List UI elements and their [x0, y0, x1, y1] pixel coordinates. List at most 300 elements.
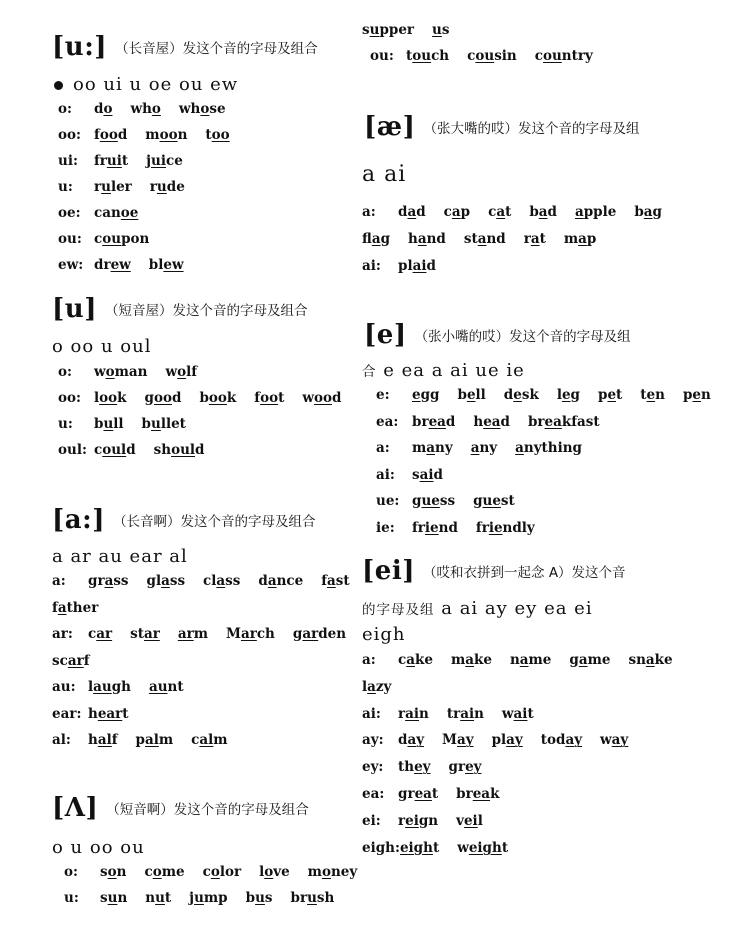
- example-word: could: [94, 442, 136, 458]
- letter-combination: a: [515, 440, 524, 456]
- combination-key: ue:: [376, 493, 400, 509]
- example-word: pet: [598, 387, 623, 403]
- letter-combination: ey: [465, 759, 482, 776]
- letter-combination: a: [496, 204, 506, 220]
- example-word: woman: [94, 364, 148, 380]
- example-word: whose: [178, 101, 226, 117]
- letter-combination: a: [57, 599, 67, 616]
- combination-key: al:: [52, 732, 71, 748]
- combination-key: ay:: [362, 732, 384, 749]
- letter-combination: al: [97, 732, 112, 748]
- letter-combination: e: [561, 387, 571, 403]
- letter-combination: a: [104, 573, 114, 589]
- continued-words-line: [362, 22, 467, 38]
- letter-combination: oo: [260, 390, 279, 406]
- spelling-list: a ar au ear al: [52, 546, 188, 567]
- letter-combination: ea: [472, 786, 491, 802]
- combination-key: ear:: [52, 705, 82, 722]
- letter-combination: ei: [405, 812, 419, 829]
- example-word: flag: [362, 231, 391, 247]
- example-word: bread: [412, 413, 456, 430]
- example-word: bad: [529, 204, 557, 220]
- example-word: any: [470, 440, 498, 456]
- example-word: day: [398, 732, 425, 749]
- example-word: touch: [406, 48, 450, 64]
- heading-continuation: 的字母及组: [362, 602, 435, 618]
- example-word: friend: [412, 519, 458, 536]
- word-row: [362, 786, 517, 802]
- letter-combination: ai: [460, 705, 475, 722]
- example-word: veil: [456, 812, 483, 829]
- example-word: bell: [457, 387, 486, 403]
- spellings-text: a ai ay ey ea ei: [441, 598, 593, 619]
- letter-combination: a: [643, 204, 653, 220]
- combination-key: ui:: [58, 153, 78, 169]
- letter-combination: ew: [110, 257, 131, 273]
- letter-combination: u: [155, 890, 165, 906]
- letter-combination: oo: [99, 390, 118, 406]
- word-row: [52, 679, 202, 695]
- letter-combination: a: [367, 678, 376, 695]
- example-word: cat: [488, 204, 512, 220]
- spellings-text: e ea a ai ue ie: [383, 360, 525, 381]
- example-word: stand: [463, 231, 506, 247]
- word-row: [376, 520, 553, 536]
- example-word: they: [398, 759, 431, 776]
- letter-combination: a: [216, 573, 226, 589]
- letter-combination: ea: [544, 413, 562, 430]
- combination-key: ie:: [376, 519, 395, 536]
- word-row: [58, 101, 244, 117]
- example-word: laugh: [88, 679, 131, 695]
- letter-combination: ar: [96, 626, 113, 642]
- example-word: rude: [149, 179, 185, 195]
- word-row: [370, 48, 611, 64]
- word-row: [362, 231, 614, 247]
- letter-combination: e: [466, 387, 476, 403]
- word-row: [362, 679, 409, 695]
- spelling-list: [362, 360, 525, 381]
- example-word: today: [540, 732, 583, 749]
- word-row: [58, 179, 203, 195]
- example-word: bullet: [141, 416, 186, 432]
- word-row: [58, 364, 215, 380]
- letter-combination: ar: [67, 652, 84, 669]
- example-word: food: [94, 127, 128, 143]
- word-row: [376, 387, 729, 403]
- section-heading-ei: [362, 556, 626, 586]
- letter-combination: o: [107, 864, 117, 880]
- example-word: March: [226, 626, 275, 642]
- heading-text: （张小嘴的哎）发这个音的字母及组: [414, 329, 631, 345]
- example-word: sun: [100, 890, 128, 906]
- word-row: [362, 204, 680, 220]
- letter-combination: a: [465, 652, 474, 668]
- example-word: desk: [503, 387, 539, 403]
- example-word: May: [442, 732, 474, 749]
- letter-combination: ui: [106, 153, 122, 169]
- word-row: [58, 390, 359, 406]
- example-word: heart: [88, 705, 129, 722]
- letter-combination: ar: [240, 626, 257, 642]
- heading-text: （短音啊）发这个音的字母及组合: [106, 802, 309, 818]
- spelling-list: [54, 74, 238, 95]
- letter-combination: ou: [542, 48, 562, 64]
- example-word: father: [52, 599, 99, 616]
- letter-combination: e: [513, 387, 522, 403]
- word-row: [52, 600, 116, 616]
- example-word: map: [563, 231, 597, 247]
- letter-combination: u: [432, 22, 442, 38]
- word-row: [64, 864, 375, 880]
- example-word: said: [412, 466, 443, 483]
- combination-key: eigh:: [362, 839, 400, 856]
- letter-combination: eigh: [399, 839, 433, 856]
- example-word: arm: [177, 626, 208, 642]
- letter-combination: ar: [143, 626, 160, 642]
- example-word: who: [130, 101, 161, 117]
- heading-text: （长音啊）发这个音的字母及组合: [113, 514, 316, 530]
- combination-key: a:: [362, 652, 376, 668]
- letter-combination: ay: [611, 732, 629, 749]
- section-heading-ae: [364, 112, 639, 142]
- example-word: money: [307, 864, 358, 880]
- example-word: dad: [398, 204, 426, 220]
- word-row: [52, 573, 368, 589]
- example-word: calm: [191, 732, 228, 748]
- example-word: look: [94, 390, 127, 406]
- combination-key: e:: [376, 387, 390, 403]
- letter-combination: oo: [153, 390, 172, 406]
- example-word: half: [88, 732, 118, 748]
- letter-combination: e: [692, 387, 702, 403]
- example-word: son: [100, 864, 127, 880]
- letter-combination: a: [161, 573, 170, 589]
- example-word: snake: [628, 652, 673, 668]
- word-row: [376, 414, 618, 430]
- word-row: [362, 840, 526, 856]
- phonetic-symbol: [Λ]: [52, 793, 99, 823]
- section-heading-long-a: [52, 505, 316, 535]
- letter-combination: oul: [102, 442, 127, 458]
- word-row: [362, 732, 646, 748]
- example-word: palm: [135, 732, 174, 748]
- example-word: guest: [473, 493, 515, 509]
- letter-combination: o: [105, 364, 115, 380]
- letter-combination: ei: [463, 812, 478, 829]
- example-word: weight: [457, 839, 509, 856]
- example-word: cap: [443, 204, 471, 220]
- letter-combination: a: [451, 204, 461, 220]
- letter-combination: ie: [488, 519, 503, 536]
- combination-key: a:: [376, 440, 390, 456]
- example-word: grey: [448, 759, 482, 776]
- example-word: make: [450, 652, 492, 668]
- letter-combination: au: [148, 679, 168, 695]
- letter-combination: oo: [208, 390, 227, 406]
- combination-key: ea:: [362, 786, 385, 802]
- example-word: supper: [362, 22, 415, 38]
- heading-text: （张大嘴的哎）发这个音的字母及组: [423, 121, 640, 137]
- example-word: too: [205, 127, 230, 143]
- letter-combination: e: [607, 387, 617, 403]
- example-word: reign: [398, 812, 439, 829]
- letter-combination: ai: [405, 705, 420, 722]
- example-word: jump: [189, 890, 228, 906]
- letter-combination: u: [255, 890, 265, 906]
- example-word: canoe: [94, 205, 139, 221]
- spelling-list: a ai: [362, 162, 407, 187]
- heading-text: （长音屋）发这个音的字母及组合: [115, 41, 318, 57]
- combination-key: a:: [362, 204, 376, 220]
- example-word: brush: [290, 890, 335, 906]
- letter-combination: a: [530, 231, 540, 247]
- example-word: rain: [398, 705, 429, 722]
- example-word: many: [412, 440, 453, 456]
- letter-combination: u: [369, 22, 380, 38]
- phonetic-symbol: [u]: [52, 294, 98, 324]
- combination-key: ew:: [58, 257, 84, 273]
- letter-combination: o: [264, 864, 274, 880]
- letter-combination: a: [470, 440, 480, 456]
- example-word: name: [509, 652, 552, 668]
- phonetic-symbol: [æ]: [364, 112, 416, 142]
- letter-combination: oo: [211, 127, 230, 143]
- example-word: grass: [88, 573, 129, 589]
- word-row: [64, 890, 352, 906]
- letter-combination: u: [156, 179, 167, 195]
- example-word: class: [203, 573, 241, 589]
- heading-continuation: 合: [362, 364, 377, 380]
- example-word: moon: [145, 127, 188, 143]
- example-word: book: [199, 390, 237, 406]
- word-row: [52, 626, 364, 642]
- combination-key: oo:: [58, 127, 81, 143]
- letter-combination: oul: [171, 442, 196, 458]
- combination-key: ou:: [370, 48, 394, 64]
- letter-combination: u: [151, 416, 161, 432]
- combination-key: o:: [64, 864, 78, 880]
- example-word: breakfast: [527, 413, 600, 430]
- example-word: car: [88, 626, 113, 642]
- example-word: way: [600, 732, 629, 749]
- letter-combination: oe: [120, 205, 139, 221]
- spelling-list: o oo u oul: [52, 336, 152, 357]
- letter-combination: a: [406, 652, 415, 668]
- letter-combination: ay: [407, 732, 425, 749]
- letter-combination: u: [107, 890, 118, 906]
- example-word: foot: [254, 390, 285, 406]
- example-word: come: [144, 864, 185, 880]
- word-row: [362, 706, 552, 722]
- letter-combination: ue: [482, 493, 501, 509]
- word-row: [58, 257, 202, 273]
- combination-key: ai:: [376, 466, 395, 483]
- example-word: do: [94, 101, 113, 117]
- example-word: train: [446, 705, 484, 722]
- word-row: [58, 153, 201, 169]
- word-row: [362, 813, 501, 829]
- letter-combination: au: [93, 679, 112, 695]
- word-row: [58, 231, 167, 247]
- letter-combination: oo: [313, 390, 332, 406]
- letter-combination: oo: [99, 127, 118, 143]
- combination-key: ou:: [58, 231, 82, 247]
- bullet-icon: [54, 81, 63, 90]
- example-word: lazy: [362, 678, 392, 695]
- letter-combination: a: [371, 231, 381, 247]
- letter-combination: ou: [475, 48, 495, 64]
- example-word: head: [473, 413, 510, 430]
- word-row: [362, 258, 454, 274]
- letter-combination: ai: [513, 705, 528, 722]
- letter-combination: ie: [424, 519, 439, 536]
- example-word: great: [398, 786, 439, 802]
- example-word: game: [569, 652, 611, 668]
- word-row: [362, 759, 500, 775]
- letter-combination: e: [646, 387, 656, 403]
- word-row: [376, 440, 600, 456]
- section-heading-e: [364, 320, 631, 350]
- letter-combination: u: [307, 890, 317, 906]
- letter-combination: ay: [506, 732, 523, 749]
- example-word: apple: [574, 204, 617, 220]
- combination-key: u:: [58, 179, 73, 195]
- section-heading-long-u: [52, 32, 318, 62]
- letter-combination: e: [412, 387, 421, 403]
- example-word: ten: [640, 387, 665, 403]
- letter-combination: o: [200, 101, 210, 117]
- letter-combination: ay: [457, 732, 474, 749]
- phonetic-symbol: [ei]: [362, 556, 416, 586]
- letter-combination: ue: [421, 493, 440, 509]
- letter-combination: a: [407, 204, 417, 220]
- example-word: fruit: [94, 153, 129, 169]
- example-word: leg: [556, 387, 580, 403]
- example-word: anything: [515, 440, 582, 456]
- letter-combination: a: [267, 573, 277, 589]
- combination-key: a:: [52, 573, 66, 589]
- letter-combination: ea: [428, 413, 446, 430]
- example-word: plaid: [398, 258, 436, 274]
- combination-key: o:: [58, 364, 72, 380]
- example-word: friendly: [475, 519, 535, 536]
- word-row: [52, 732, 246, 748]
- spelling-list-continued: eigh: [362, 624, 406, 645]
- example-word: color: [202, 864, 242, 880]
- example-word: break: [456, 786, 500, 802]
- example-word: scarf: [52, 652, 90, 669]
- letter-combination: ai: [419, 466, 434, 483]
- letter-combination: a: [417, 231, 427, 247]
- example-word: cake: [398, 652, 433, 668]
- heading-text: （短音屋）发这个音的字母及组合: [105, 303, 308, 319]
- letter-combination: a: [327, 573, 336, 589]
- example-word: bus: [245, 890, 273, 906]
- example-word: good: [144, 390, 182, 406]
- letter-combination: a: [538, 204, 548, 220]
- letter-combination: al: [199, 732, 214, 748]
- section-heading-short-a: [52, 793, 309, 823]
- phonetic-symbol: [e]: [364, 320, 407, 350]
- letter-combination: ear: [97, 705, 123, 722]
- combination-key: ei:: [362, 812, 381, 829]
- letter-combination: ay: [565, 732, 583, 749]
- word-row: [376, 467, 461, 483]
- letter-combination: ou: [102, 231, 122, 247]
- example-word: cousin: [467, 48, 517, 64]
- letter-combination: o: [321, 864, 331, 880]
- word-row: [58, 127, 248, 143]
- example-word: juice: [146, 153, 183, 169]
- example-word: fast: [321, 573, 350, 589]
- letter-combination: ar: [177, 626, 194, 642]
- letter-combination: a: [645, 652, 655, 668]
- combination-key: ey:: [362, 759, 384, 776]
- combination-key: ar:: [52, 626, 73, 642]
- spelling-list: o u oo ou: [52, 837, 145, 858]
- example-word: bull: [94, 416, 124, 432]
- word-row: [52, 653, 108, 669]
- combination-key: oe:: [58, 205, 81, 221]
- example-word: play: [491, 732, 523, 749]
- letter-combination: ea: [414, 786, 432, 802]
- letter-combination: ai: [412, 258, 427, 274]
- letter-combination: a: [477, 231, 487, 247]
- word-row: [58, 442, 222, 458]
- example-word: wood: [302, 390, 342, 406]
- phonetic-symbol: [u:]: [52, 32, 108, 62]
- combination-key: ai:: [362, 258, 381, 274]
- example-word: love: [259, 864, 290, 880]
- letter-combination: a: [519, 652, 529, 668]
- word-row: [52, 706, 147, 722]
- letter-combination: ey: [414, 759, 431, 776]
- example-word: star: [130, 626, 160, 642]
- letter-combination: o: [151, 101, 161, 117]
- example-word: dance: [258, 573, 304, 589]
- word-row: [362, 652, 691, 668]
- example-word: bag: [634, 204, 662, 220]
- example-word: wolf: [165, 364, 198, 380]
- example-word: hand: [408, 231, 446, 247]
- example-word: us: [432, 22, 450, 38]
- example-word: aunt: [148, 679, 184, 695]
- letter-combination: ar: [302, 626, 319, 642]
- example-word: country: [534, 48, 593, 64]
- spelling-list: [362, 598, 593, 619]
- example-word: blew: [148, 257, 184, 273]
- letter-combination: a: [426, 440, 436, 456]
- example-word: nut: [145, 890, 172, 906]
- letter-combination: eigh: [468, 839, 502, 856]
- example-word: eight: [399, 839, 440, 856]
- example-word: guess: [412, 493, 456, 509]
- combination-key: ai:: [362, 705, 381, 722]
- example-word: drew: [94, 257, 131, 273]
- combination-key: u:: [58, 416, 73, 432]
- section-heading-short-u: [52, 294, 308, 324]
- letter-combination: a: [578, 652, 588, 668]
- letter-combination: o: [210, 864, 220, 880]
- example-word: garden: [292, 626, 347, 642]
- word-row: [376, 493, 533, 509]
- letter-combination: al: [144, 732, 159, 748]
- example-word: wait: [501, 705, 534, 722]
- letter-combination: oo: [159, 127, 178, 143]
- heading-text: （哎和衣拼到一起念 A）发这个音: [423, 565, 626, 581]
- example-word: should: [153, 442, 205, 458]
